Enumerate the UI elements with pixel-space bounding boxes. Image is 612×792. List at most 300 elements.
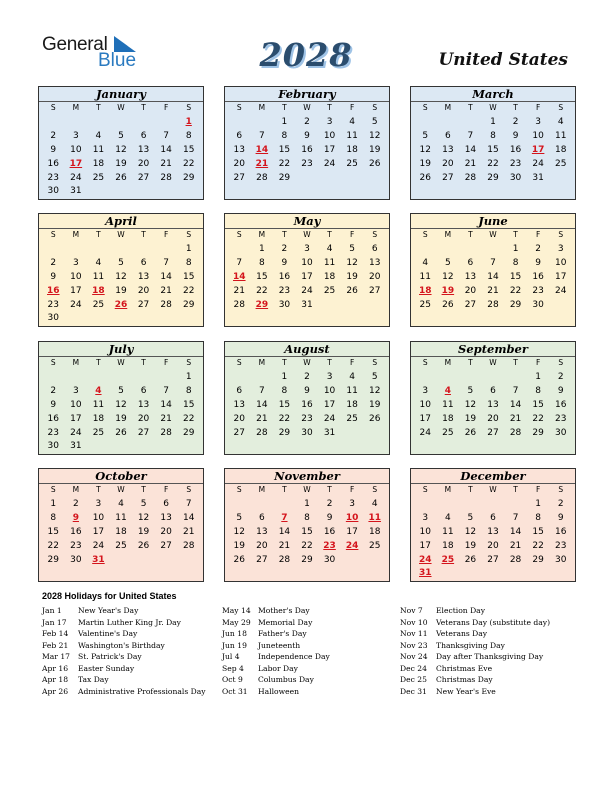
day-cell: 13	[256, 526, 268, 537]
day-cell: 2	[72, 499, 79, 509]
day-cell: 24	[92, 540, 105, 551]
holiday-row	[42, 628, 206, 640]
holiday-row	[222, 617, 330, 629]
day-cell: 5	[236, 512, 243, 523]
day-cell: 31	[323, 427, 336, 438]
day-cell: 16	[278, 271, 291, 282]
day-cell: 14	[256, 399, 268, 410]
weekday-label: S	[558, 230, 564, 239]
holiday-row	[400, 640, 550, 652]
day-cell: 15	[47, 526, 59, 537]
day-cell: 7	[467, 130, 474, 141]
day-grid	[225, 241, 389, 312]
day-cell: 19	[115, 285, 127, 296]
day-cell: 1	[258, 244, 265, 254]
day-cell: 25	[368, 540, 381, 551]
holiday-day-cell: 18	[92, 285, 105, 296]
weekday-header	[225, 484, 389, 496]
day-cell: 15	[301, 526, 313, 537]
holiday-name: St. Patrick's Day	[78, 652, 142, 661]
empty-day-cell	[87, 116, 110, 130]
weekday-label: T	[96, 230, 101, 239]
empty-day-cell	[65, 371, 88, 385]
holiday-day-cell: 11	[368, 512, 381, 523]
day-cell: 20	[137, 285, 150, 296]
day-cell: 28	[160, 172, 172, 183]
day-cell: 4	[95, 257, 102, 268]
day-cell: 19	[464, 413, 477, 424]
day-cell: 21	[182, 526, 195, 537]
month-november	[224, 468, 390, 582]
day-cell: 19	[368, 399, 381, 410]
day-cell: 16	[70, 526, 82, 537]
holiday-name: Christmas Eve	[436, 663, 493, 673]
holiday-row	[400, 651, 550, 663]
weekday-label: S	[236, 358, 242, 367]
day-cell: 9	[535, 257, 541, 268]
day-grid	[39, 241, 203, 326]
month-september	[410, 341, 576, 455]
day-cell: 7	[185, 499, 192, 509]
day-cell: 4	[118, 499, 124, 509]
day-cell: 30	[278, 299, 291, 310]
day-cell: 12	[137, 512, 150, 523]
weekday-label: M	[258, 103, 266, 112]
weekday-label: T	[327, 358, 332, 367]
day-cell: 8	[535, 512, 541, 523]
holiday-name: Memorial Day	[258, 617, 313, 627]
weekday-label: M	[444, 230, 452, 239]
empty-day-cell	[110, 243, 133, 257]
day-cell: 11	[92, 144, 105, 155]
month-april	[38, 213, 204, 327]
weekday-label: S	[372, 485, 378, 494]
day-grid	[225, 114, 389, 185]
holiday-name: Labor Day	[258, 663, 298, 673]
day-cell: 25	[346, 413, 358, 424]
day-cell: 20	[233, 413, 245, 424]
day-cell: 18	[115, 526, 127, 537]
day-cell: 28	[464, 172, 477, 183]
day-cell: 25	[92, 427, 105, 438]
day-cell: 18	[368, 526, 381, 537]
day-cell: 29	[301, 554, 313, 565]
day-cell: 4	[557, 117, 564, 127]
day-grid	[39, 369, 203, 454]
day-cell: 3	[326, 117, 333, 127]
holiday-name: New Year's Eve	[436, 686, 496, 696]
weekday-label: T	[513, 485, 518, 494]
holiday-date: Apr 16	[42, 663, 69, 673]
day-cell: 4	[95, 130, 102, 141]
day-cell: 16	[301, 144, 313, 155]
day-cell: 16	[509, 144, 522, 155]
day-cell: 25	[419, 299, 431, 310]
day-cell: 7	[163, 385, 169, 396]
holiday-date: Nov 7	[400, 606, 423, 615]
day-cell: 28	[256, 172, 268, 183]
day-cell: 20	[233, 158, 245, 169]
weekday-label: T	[96, 485, 101, 494]
weekday-label: T	[468, 230, 473, 239]
holiday-row	[42, 686, 206, 698]
holiday-name: New Year's Day	[78, 606, 139, 615]
holiday-date: Feb 21	[42, 640, 69, 650]
day-cell: 13	[233, 144, 245, 155]
month-may	[224, 213, 390, 327]
day-cell: 23	[301, 158, 313, 169]
empty-day-cell	[273, 498, 296, 512]
day-cell: 24	[70, 172, 82, 183]
weekday-label: T	[96, 103, 101, 112]
day-cell: 20	[256, 540, 268, 551]
holiday-name: Veterans Day	[436, 629, 488, 638]
day-cell: 16	[554, 399, 567, 410]
day-cell: 4	[326, 244, 333, 254]
holiday-row	[222, 674, 330, 686]
day-cell: 23	[47, 299, 59, 310]
holiday-name: Easter Sunday	[78, 663, 135, 673]
empty-day-cell	[228, 371, 251, 385]
holiday-name: Father's Day	[258, 629, 307, 638]
logo-word-general: General	[42, 34, 108, 55]
day-cell: 9	[304, 385, 310, 396]
day-cell: 22	[532, 540, 544, 551]
day-cell: 26	[368, 413, 381, 424]
weekday-header	[39, 229, 203, 241]
day-cell: 9	[50, 399, 57, 410]
day-cell: 16	[323, 526, 336, 537]
logo-word-blue: Blue	[98, 50, 137, 71]
day-cell: 21	[160, 285, 172, 296]
weekday-label: T	[468, 103, 473, 112]
day-cell: 21	[509, 540, 522, 551]
weekday-header	[411, 484, 575, 496]
day-cell: 25	[92, 172, 105, 183]
day-cell: 31	[70, 186, 82, 197]
day-cell: 18	[346, 399, 358, 410]
day-cell: 2	[326, 499, 333, 509]
day-cell: 3	[422, 512, 429, 523]
month-name: August	[225, 342, 389, 357]
day-cell: 26	[137, 540, 150, 551]
weekday-label: F	[163, 485, 169, 494]
weekday-label: W	[303, 103, 311, 112]
weekday-label: M	[72, 103, 80, 112]
day-cell: 13	[137, 271, 150, 282]
empty-day-cell	[459, 116, 482, 130]
day-cell: 20	[160, 526, 172, 537]
holiday-row	[42, 674, 206, 686]
empty-day-cell	[459, 243, 482, 257]
day-cell: 10	[532, 130, 544, 141]
day-cell: 31	[70, 441, 82, 452]
day-cell: 15	[278, 144, 291, 155]
day-cell: 19	[368, 144, 381, 155]
weekday-label: S	[422, 103, 428, 112]
holiday-date: Nov 11	[400, 629, 428, 638]
day-cell: 13	[487, 526, 499, 537]
weekday-label: S	[372, 103, 378, 112]
empty-day-cell	[437, 371, 460, 385]
weekday-label: F	[535, 485, 541, 494]
day-cell: 6	[490, 512, 496, 523]
holiday-date: Dec 31	[400, 686, 427, 696]
day-cell: 17	[323, 144, 336, 155]
day-cell: 17	[419, 540, 431, 551]
holiday-row	[222, 605, 330, 617]
weekday-label: W	[303, 485, 311, 494]
holiday-date: Jun 18	[222, 629, 247, 638]
empty-day-cell	[437, 498, 460, 512]
day-cell: 3	[326, 372, 333, 382]
empty-day-cell	[437, 243, 460, 257]
day-cell: 11	[92, 399, 105, 410]
day-cell: 7	[258, 385, 265, 396]
day-cell: 4	[371, 499, 378, 509]
day-cell: 4	[422, 257, 429, 268]
day-cell: 3	[72, 385, 79, 396]
empty-day-cell	[228, 116, 251, 130]
day-cell: 29	[182, 299, 195, 310]
month-june	[410, 213, 576, 327]
day-cell: 26	[464, 554, 477, 565]
empty-day-cell	[155, 243, 178, 257]
day-cell: 30	[554, 427, 567, 438]
month-name: November	[225, 469, 389, 484]
weekday-label: W	[117, 485, 125, 494]
empty-day-cell	[251, 498, 274, 512]
holiday-day-cell: 14	[255, 144, 269, 155]
weekday-header	[411, 357, 575, 369]
empty-day-cell	[459, 371, 482, 385]
day-cell: 22	[487, 158, 499, 169]
day-cell: 26	[368, 158, 381, 169]
weekday-label: S	[186, 485, 192, 494]
day-cell: 8	[535, 385, 541, 396]
holiday-day-cell: 4	[95, 385, 102, 396]
day-cell: 7	[512, 512, 519, 523]
day-cell: 29	[532, 427, 544, 438]
day-cell: 2	[50, 257, 57, 268]
holiday-date: Dec 24	[400, 663, 427, 673]
month-name: September	[411, 342, 575, 357]
day-cell: 11	[323, 257, 336, 268]
day-cell: 30	[47, 313, 59, 324]
day-cell: 5	[467, 385, 474, 396]
day-cell: 3	[535, 117, 541, 127]
day-cell: 22	[182, 158, 195, 169]
day-cell: 23	[47, 427, 59, 438]
holiday-day-cell: 17	[531, 144, 545, 155]
day-cell: 17	[323, 399, 336, 410]
day-cell: 26	[233, 554, 245, 565]
day-cell: 30	[47, 441, 59, 452]
empty-day-cell	[155, 116, 178, 130]
day-cell: 26	[115, 172, 127, 183]
weekday-label: S	[236, 485, 242, 494]
day-cell: 3	[557, 244, 564, 254]
holiday-day-cell: 26	[114, 299, 128, 310]
day-cell: 13	[137, 144, 150, 155]
day-cell: 21	[487, 285, 499, 296]
day-cell: 21	[278, 540, 291, 551]
day-cell: 18	[554, 144, 567, 155]
holiday-name: Valentine's Day	[78, 629, 138, 638]
weekday-label: T	[513, 358, 518, 367]
day-cell: 13	[442, 144, 454, 155]
day-cell: 24	[419, 427, 431, 438]
day-cell: 12	[442, 271, 454, 282]
day-cell: 26	[115, 427, 127, 438]
empty-day-cell	[482, 498, 505, 512]
day-cell: 8	[185, 257, 192, 268]
day-cell: 7	[512, 385, 519, 396]
day-grid	[411, 369, 575, 440]
day-cell: 21	[160, 158, 172, 169]
day-cell: 19	[137, 526, 150, 537]
day-cell: 22	[532, 413, 544, 424]
weekday-label: F	[163, 358, 169, 367]
holiday-name: Day after Thanksgiving Day	[436, 652, 544, 661]
holiday-name: Washington's Birthday	[78, 640, 165, 650]
day-cell: 27	[137, 427, 150, 438]
day-cell: 22	[256, 285, 268, 296]
day-cell: 23	[301, 413, 313, 424]
day-cell: 7	[258, 130, 265, 141]
day-cell: 10	[323, 385, 336, 396]
day-cell: 22	[47, 540, 59, 551]
weekday-header	[411, 102, 575, 114]
day-cell: 23	[509, 158, 522, 169]
day-cell: 27	[256, 554, 268, 565]
day-cell: 27	[137, 172, 150, 183]
day-cell: 20	[442, 158, 454, 169]
weekday-label: T	[327, 230, 332, 239]
day-cell: 19	[115, 413, 127, 424]
day-cell: 12	[368, 130, 381, 141]
day-cell: 5	[422, 130, 429, 141]
weekday-label: T	[513, 230, 518, 239]
holiday-date: May 29	[222, 617, 251, 627]
holiday-date: Nov 24	[400, 652, 428, 661]
day-grid	[39, 114, 203, 199]
day-cell: 10	[419, 526, 431, 537]
day-cell: 23	[47, 172, 59, 183]
day-cell: 17	[419, 413, 431, 424]
day-cell: 23	[554, 413, 567, 424]
empty-day-cell	[155, 371, 178, 385]
day-cell: 31	[301, 299, 313, 310]
holiday-date: May 14	[222, 606, 251, 615]
holiday-name: Independence Day	[258, 652, 330, 661]
day-cell: 3	[422, 385, 429, 396]
holiday-day-cell: 18	[419, 285, 432, 296]
empty-day-cell	[228, 243, 251, 257]
weekday-label: W	[117, 230, 125, 239]
holiday-day-cell: 4	[444, 385, 451, 396]
weekday-label: S	[422, 230, 428, 239]
day-cell: 12	[115, 271, 127, 282]
weekday-label: S	[372, 358, 378, 367]
day-cell: 21	[160, 413, 172, 424]
day-cell: 12	[115, 144, 127, 155]
day-cell: 14	[278, 526, 291, 537]
day-cell: 14	[487, 271, 499, 282]
month-name: October	[39, 469, 203, 484]
weekday-label: F	[535, 230, 541, 239]
holiday-day-cell: 31	[419, 568, 432, 579]
day-cell: 18	[442, 540, 454, 551]
day-cell: 29	[278, 172, 291, 183]
holiday-name: Mother's Day	[258, 606, 310, 615]
day-cell: 20	[487, 413, 499, 424]
day-cell: 16	[532, 271, 544, 282]
weekday-label: F	[349, 103, 355, 112]
weekday-label: T	[513, 103, 518, 112]
holiday-name: Christmas Day	[436, 675, 493, 684]
weekday-header	[225, 102, 389, 114]
day-cell: 22	[509, 285, 522, 296]
weekday-label: W	[489, 358, 497, 367]
day-cell: 18	[323, 271, 336, 282]
day-cell: 19	[419, 158, 431, 169]
month-august	[224, 341, 390, 455]
holiday-row	[400, 605, 550, 617]
weekday-label: F	[535, 358, 541, 367]
holiday-name: Juneteenth	[258, 640, 301, 650]
month-name: January	[39, 87, 203, 102]
empty-day-cell	[42, 116, 65, 130]
day-cell: 14	[160, 271, 172, 282]
weekday-label: S	[236, 103, 242, 112]
holiday-date: Apr 26	[42, 686, 69, 696]
day-cell: 28	[509, 427, 522, 438]
day-cell: 1	[535, 499, 541, 509]
weekday-label: W	[489, 103, 497, 112]
day-cell: 8	[258, 257, 265, 268]
day-cell: 8	[490, 130, 496, 141]
day-cell: 10	[70, 144, 82, 155]
day-cell: 15	[182, 271, 195, 282]
day-cell: 8	[50, 512, 57, 523]
day-cell: 28	[487, 299, 499, 310]
holiday-row	[400, 617, 550, 629]
day-cell: 2	[50, 130, 57, 141]
day-cell: 5	[118, 257, 124, 268]
day-cell: 20	[368, 271, 381, 282]
month-name: May	[225, 214, 389, 229]
day-cell: 20	[137, 158, 150, 169]
day-cell: 14	[160, 144, 172, 155]
day-cell: 16	[47, 158, 59, 169]
day-cell: 24	[323, 413, 336, 424]
day-cell: 15	[532, 526, 544, 537]
weekday-label: W	[117, 358, 125, 367]
day-cell: 6	[371, 244, 378, 254]
day-cell: 29	[509, 299, 522, 310]
day-cell: 20	[137, 413, 150, 424]
day-cell: 28	[233, 299, 245, 310]
day-cell: 30	[323, 554, 336, 565]
empty-day-cell	[110, 371, 133, 385]
day-cell: 19	[346, 271, 358, 282]
day-cell: 23	[70, 540, 82, 551]
holiday-row	[222, 663, 330, 675]
day-cell: 15	[256, 271, 268, 282]
empty-day-cell	[65, 116, 88, 130]
weekday-label: S	[50, 230, 56, 239]
